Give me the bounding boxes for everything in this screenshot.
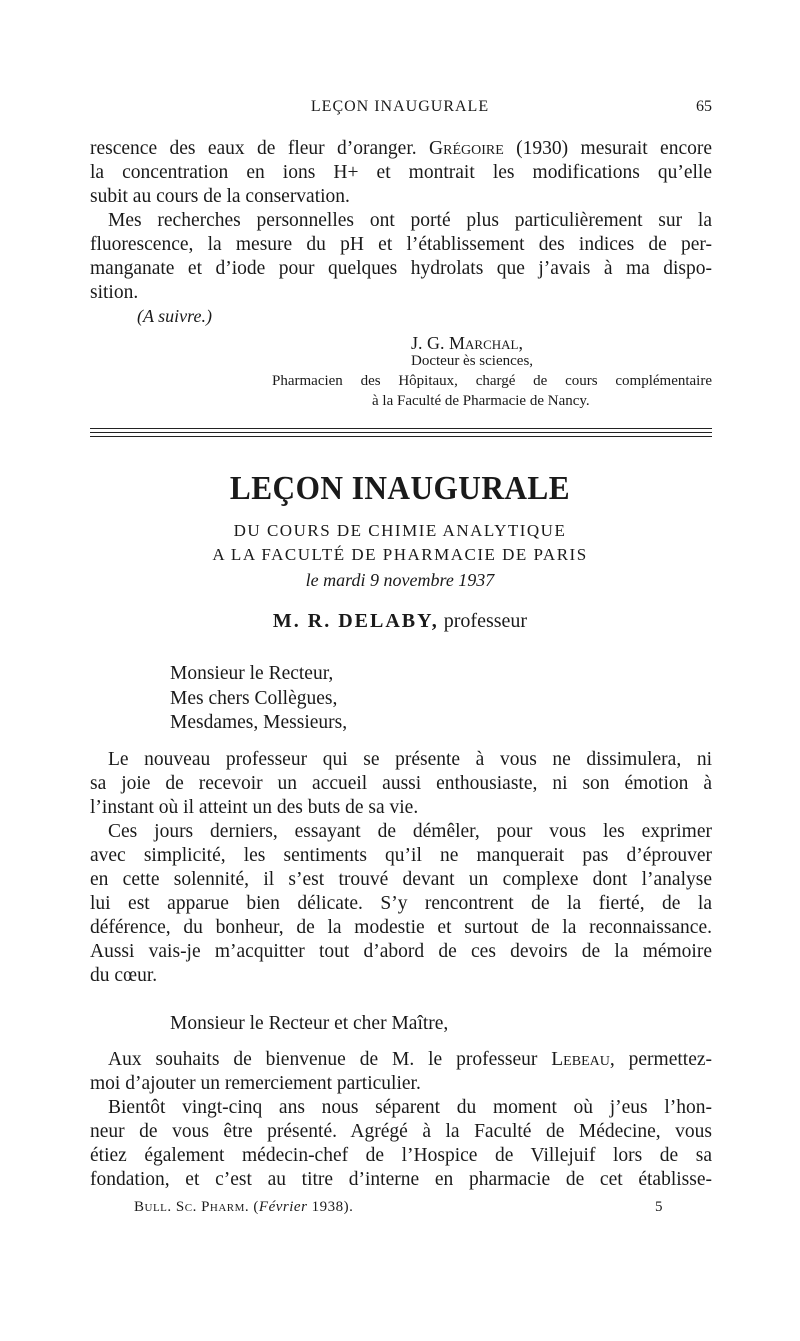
salutation: Mesdames, Messieurs, <box>170 712 348 733</box>
signature-affiliation: à la Faculté de Pharmacie de Nancy. <box>372 393 590 409</box>
body-line: sition. <box>90 282 139 303</box>
body-line: Mes recherches personnelles ont porté plus particulièrement sur la <box>108 210 712 231</box>
body-line: avec simplicité, les sentiments qu’il ne manquerait pas d’éprouver <box>90 845 712 866</box>
lecture-title: LEÇON INAUGURALE <box>229 470 571 507</box>
signature-affiliation: Pharmacien des Hôpitaux, chargé de cours complémentaire <box>272 373 712 389</box>
body-line: fondation, et c’est au titre d’interne en pharmacie de cet établisse- <box>90 1169 712 1190</box>
signature-mark: 5 <box>655 1199 663 1215</box>
body-line: neur de vous être présenté. Agrégé à la Faculté de Médecine, vous <box>90 1121 712 1142</box>
body-line: rescence des eaux de fleur d’oranger. Grégoire (1930) mesurait encore <box>90 138 713 159</box>
signature-title: Docteur ès sciences, <box>411 353 534 369</box>
body-line: Le nouveau professeur qui se présente à vous ne dissimulera, ni <box>108 749 712 770</box>
page-number: 65 <box>696 98 712 115</box>
separator-rule <box>90 432 712 433</box>
journal-footer: Bull. Sc. Pharm. (Février 1938). <box>134 1199 354 1215</box>
body-line: du cœur. <box>90 965 158 986</box>
body-line: déférence, du bonheur, de la modestie et surtout de la reconnaissance. <box>90 917 712 938</box>
body-line: Ces jours derniers, essayant de démêler, pour vous les exprimer <box>108 821 712 842</box>
lecture-date: le mardi 9 novembre 1937 <box>305 570 495 590</box>
body-line: en cette solennité, il s’est trouvé devant un complexe dont l’analyse <box>90 869 712 890</box>
running-title: LEÇON INAUGURALE <box>310 98 490 115</box>
body-line: subit au cours de la conservation. <box>90 186 350 207</box>
body-line: sa joie de recevoir un accueil aussi enthousiaste, ni son émotion à <box>90 773 712 794</box>
lecture-author: M. R. DELABY, professeur <box>272 610 528 632</box>
body-line: l’instant où il atteint un des buts de sa vie. <box>90 797 419 818</box>
body-line: manganate et d’iode pour quelques hydrolats que j’avais à ma dispo- <box>90 258 712 279</box>
separator-rule <box>90 428 712 429</box>
author-name-gregoire: Grégoire <box>429 138 504 159</box>
salutation: Monsieur le Recteur, <box>170 663 334 684</box>
body-line: étiez également médecin-chef de l’Hospice de Villejuif lors de sa <box>90 1145 712 1166</box>
lecture-subtitle: A LA FACULTÉ DE PHARMACIE DE PARIS <box>212 545 588 564</box>
body-line: lui est apparue bien délicate. S’y rencontrent de la fierté, de la <box>90 893 712 914</box>
to-be-continued: (A suivre.) <box>137 306 212 326</box>
separator-rule <box>90 436 712 437</box>
signature-name: J. G. Marchal, <box>411 333 523 353</box>
author-name-lebeau: Lebeau <box>551 1049 610 1070</box>
lecture-subtitle: DU COURS DE CHIMIE ANALYTIQUE <box>233 521 567 540</box>
body-line: Aux souhaits de bienvenue de M. le professeur Lebeau, permettez- <box>108 1049 712 1070</box>
salutation: Mes chers Collègues, <box>170 688 338 709</box>
body-line: Bientôt vingt-cinq ans nous séparent du moment où j’eus l’hon- <box>108 1097 712 1118</box>
body-line: la concentration en ions H+ et montrait les modifications qu’elle <box>90 162 712 183</box>
address-line: Monsieur le Recteur et cher Maître, <box>170 1013 449 1034</box>
body-line: Aussi vais-je m’acquitter tout d’abord de ces devoirs de la mémoire <box>90 941 712 962</box>
body-line: moi d’ajouter un remerciement particulier. <box>90 1073 421 1094</box>
body-line: fluorescence, la mesure du pH et l’établissement des indices de per- <box>90 234 712 255</box>
